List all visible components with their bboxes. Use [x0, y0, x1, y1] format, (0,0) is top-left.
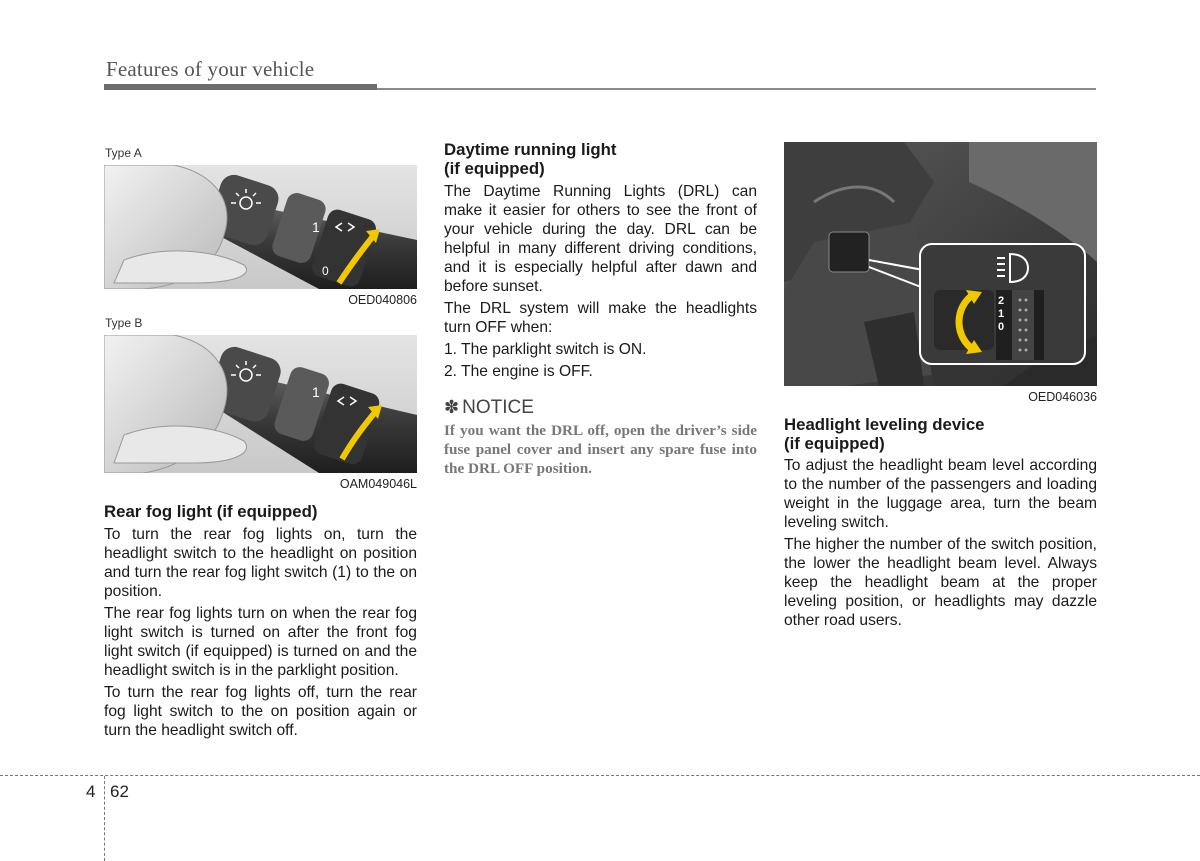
dial-position-0: 0 [998, 321, 1005, 333]
leveling-para-2: The higher the number of the switch position, the lower the headlight beam level. Always keep the headlight beam at the proper leveling position, or headlights may dazzle other road users. [784, 536, 1097, 629]
switch-position-1: 1 [312, 219, 320, 235]
header-rule-thin [377, 88, 1096, 90]
figure-b-label: Type B [105, 316, 143, 330]
figure-b-caption: OAM049046L [339, 477, 417, 491]
drl-list-item-1: 1. The parklight switch is ON. [444, 341, 647, 358]
drl-heading-line-2: (if equipped) [444, 159, 545, 178]
page-number: 62 [110, 782, 129, 801]
notice-title-text: NOTICE [462, 397, 534, 418]
figure-type-a [104, 165, 417, 289]
footer-dashed-rule [0, 775, 1200, 776]
stalk-switch-illustration-a [104, 165, 417, 289]
dial-position-1: 1 [998, 308, 1005, 320]
svg-text:1: 1 [312, 384, 320, 400]
rear-fog-para-3: To turn the rear fog lights off, turn the rear fog light switch to the on position again or turn the headlight switch off. [104, 684, 417, 739]
left-column [104, 140, 417, 743]
figure-type-b [104, 335, 417, 473]
leveling-heading-line-2: (if equipped) [784, 434, 885, 453]
header-title: Features of your vehicle [106, 57, 315, 81]
drl-para-1: The Daytime Running Lights (DRL) can make it easier for others to see the front of your vehicle during the day. DRL can be helpful in many different driving conditions, and it is especially helpful after dawn and before sunset. [444, 183, 757, 295]
rear-fog-light-heading: Rear fog light (if equipped) [104, 502, 318, 521]
rear-fog-para-1: To turn the rear fog lights on, turn the headlight switch to the headlight on position and turn the rear fog light switch (1) to the on position. [104, 526, 417, 600]
notice-title [444, 398, 757, 417]
notice-star-icon: ✽ [444, 397, 460, 417]
leveling-para-1: To adjust the headlight beam level according to the number of the passengers and loading weight in the luggage area, turn the beam leveling switch. [784, 457, 1097, 531]
figure-leveling-caption: OED046036 [1028, 390, 1097, 404]
figure-a-label: Type A [105, 146, 142, 160]
rear-fog-para-2: The rear fog lights turn on when the rear fog light switch is turned on after the front fog light switch (if equipped) is turned on and the headlight switch is in the parklight position. [104, 605, 417, 679]
drl-list-item-2: 2. The engine is OFF. [444, 363, 593, 380]
notice-body: If you want the DRL off, open the driver’s side fuse panel cover and insert any spare fuse into the DRL OFF position. [444, 422, 757, 477]
chapter-number: 4 [86, 782, 96, 801]
drl-para-2: The DRL system will make the headlights turn OFF when: [444, 300, 757, 336]
right-column [784, 142, 1097, 633]
header-rule-dark [104, 84, 377, 90]
footer-dashed-divider [104, 776, 105, 861]
switch-position-0: 0 [322, 264, 329, 278]
figure-a-caption: OED040806 [348, 293, 417, 307]
dial-position-2: 2 [998, 295, 1005, 307]
figure-leveling-device [784, 142, 1097, 386]
dashboard-leveling-illustration [784, 142, 1097, 386]
leveling-heading-line-1: Headlight leveling device [784, 415, 985, 434]
middle-column [444, 140, 757, 481]
drl-heading-line-1: Daytime running light [444, 140, 617, 159]
stalk-switch-illustration-b [104, 335, 417, 473]
